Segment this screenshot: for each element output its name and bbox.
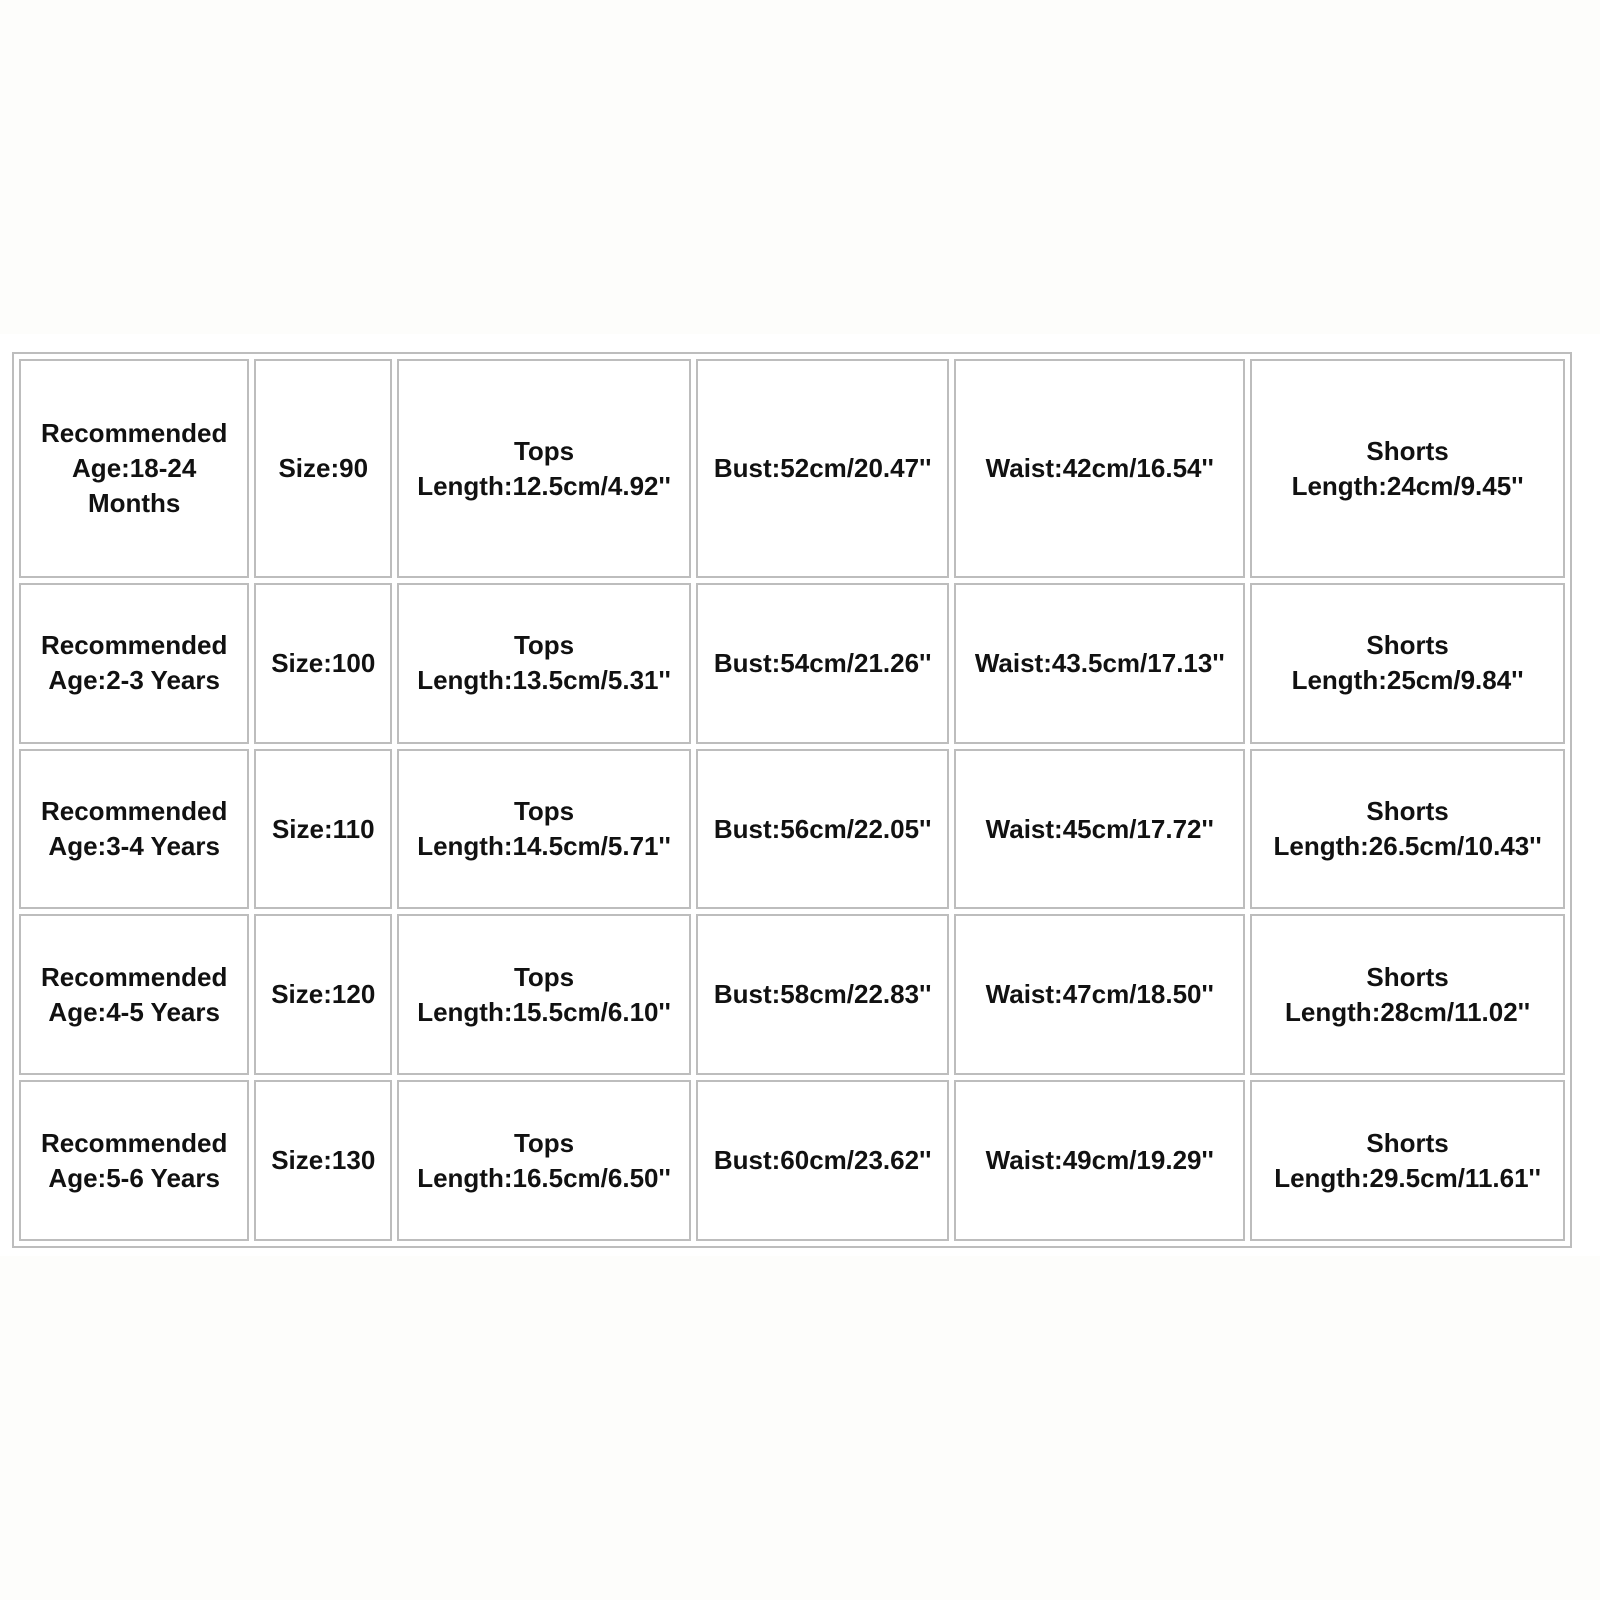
- tops-cell: [397, 583, 691, 744]
- table-row: [19, 914, 1565, 1075]
- bust-cell: Bust:56cm/22.05'': [696, 749, 950, 910]
- shorts-label-line: Shorts: [1366, 796, 1449, 827]
- shorts-length-line: Length:25cm/9.84'': [1291, 665, 1524, 696]
- size-cell: Size:100: [254, 583, 392, 744]
- waist-cell: Waist:43.5cm/17.13'': [954, 583, 1245, 744]
- tops-cell: [397, 1080, 691, 1241]
- bust-cell: Bust:52cm/20.47'': [696, 359, 950, 578]
- shorts-cell: [1250, 359, 1565, 578]
- shorts-cell: [1250, 1080, 1565, 1241]
- age-range-line: Age:2-3 Years: [48, 665, 220, 696]
- tops-length-line: Length:12.5cm/4.92'': [417, 470, 671, 501]
- size-cell: Size:130: [254, 1080, 392, 1241]
- age-cell: [19, 1080, 249, 1241]
- shorts-label-line: Shorts: [1366, 630, 1449, 661]
- bust-cell: Bust:60cm/23.62'': [696, 1080, 950, 1241]
- table-row: [19, 1080, 1565, 1241]
- shorts-length-line: Length:29.5cm/11.61'': [1274, 1162, 1541, 1193]
- shorts-length-line: Length:24cm/9.45'': [1291, 470, 1524, 501]
- shorts-cell: [1250, 914, 1565, 1075]
- tops-label-line: Tops: [513, 796, 575, 827]
- age-label-line: Recommended: [40, 418, 228, 448]
- tops-label-line: Tops: [513, 435, 575, 466]
- shorts-label-line: Shorts: [1366, 435, 1449, 466]
- tops-length-line: Length:16.5cm/6.50'': [417, 1162, 671, 1193]
- waist-cell: Waist:45cm/17.72'': [954, 749, 1245, 910]
- size-cell: Size:110: [254, 749, 392, 910]
- shorts-label-line: Shorts: [1366, 1127, 1449, 1158]
- waist-cell: Waist:47cm/18.50'': [954, 914, 1245, 1075]
- tops-length-line: Length:14.5cm/5.71'': [417, 831, 671, 862]
- bust-cell: Bust:54cm/21.26'': [696, 583, 950, 744]
- bust-cell: Bust:58cm/22.83'': [696, 914, 950, 1075]
- age-label-line: Recommended: [40, 961, 228, 992]
- age-range-line: Age:4-5 Years: [48, 996, 220, 1027]
- table-row: [19, 583, 1565, 744]
- shorts-length-line: Length:26.5cm/10.43'': [1273, 831, 1542, 862]
- table-row: [19, 749, 1565, 910]
- tops-label-line: Tops: [513, 1127, 575, 1158]
- waist-cell: Waist:49cm/19.29'': [954, 1080, 1245, 1241]
- shorts-label-line: Shorts: [1366, 961, 1449, 992]
- table-row: [19, 359, 1565, 578]
- tops-length-line: Length:15.5cm/6.10'': [417, 996, 671, 1027]
- shorts-length-line: Length:28cm/11.02'': [1285, 996, 1531, 1027]
- age-cell: [19, 914, 249, 1075]
- size-cell: Size:120: [254, 914, 392, 1075]
- age-range-line: Age:5-6 Years: [48, 1162, 220, 1193]
- tops-cell: [397, 359, 691, 578]
- age-cell: [19, 749, 249, 910]
- size-chart-table: [12, 352, 1572, 1248]
- tops-length-line: Length:13.5cm/5.31'': [417, 665, 671, 696]
- age-label-line: Recommended: [40, 1127, 228, 1158]
- age-range-line: Age:18-24: [72, 453, 197, 483]
- shorts-cell: [1250, 749, 1565, 910]
- age-label-line: Recommended: [40, 630, 228, 661]
- size-cell: Size:90: [254, 359, 392, 578]
- age-cell: [19, 359, 249, 578]
- age-unit-line: Months: [87, 488, 181, 518]
- shorts-cell: [1250, 583, 1565, 744]
- age-label-line: Recommended: [40, 796, 228, 827]
- tops-cell: [397, 914, 691, 1075]
- age-cell: [19, 583, 249, 744]
- tops-label-line: Tops: [513, 630, 575, 661]
- waist-cell: Waist:42cm/16.54'': [954, 359, 1245, 578]
- age-range-line: Age:3-4 Years: [48, 831, 220, 862]
- size-chart-panel: [0, 334, 1600, 1256]
- tops-label-line: Tops: [513, 961, 575, 992]
- tops-cell: [397, 749, 691, 910]
